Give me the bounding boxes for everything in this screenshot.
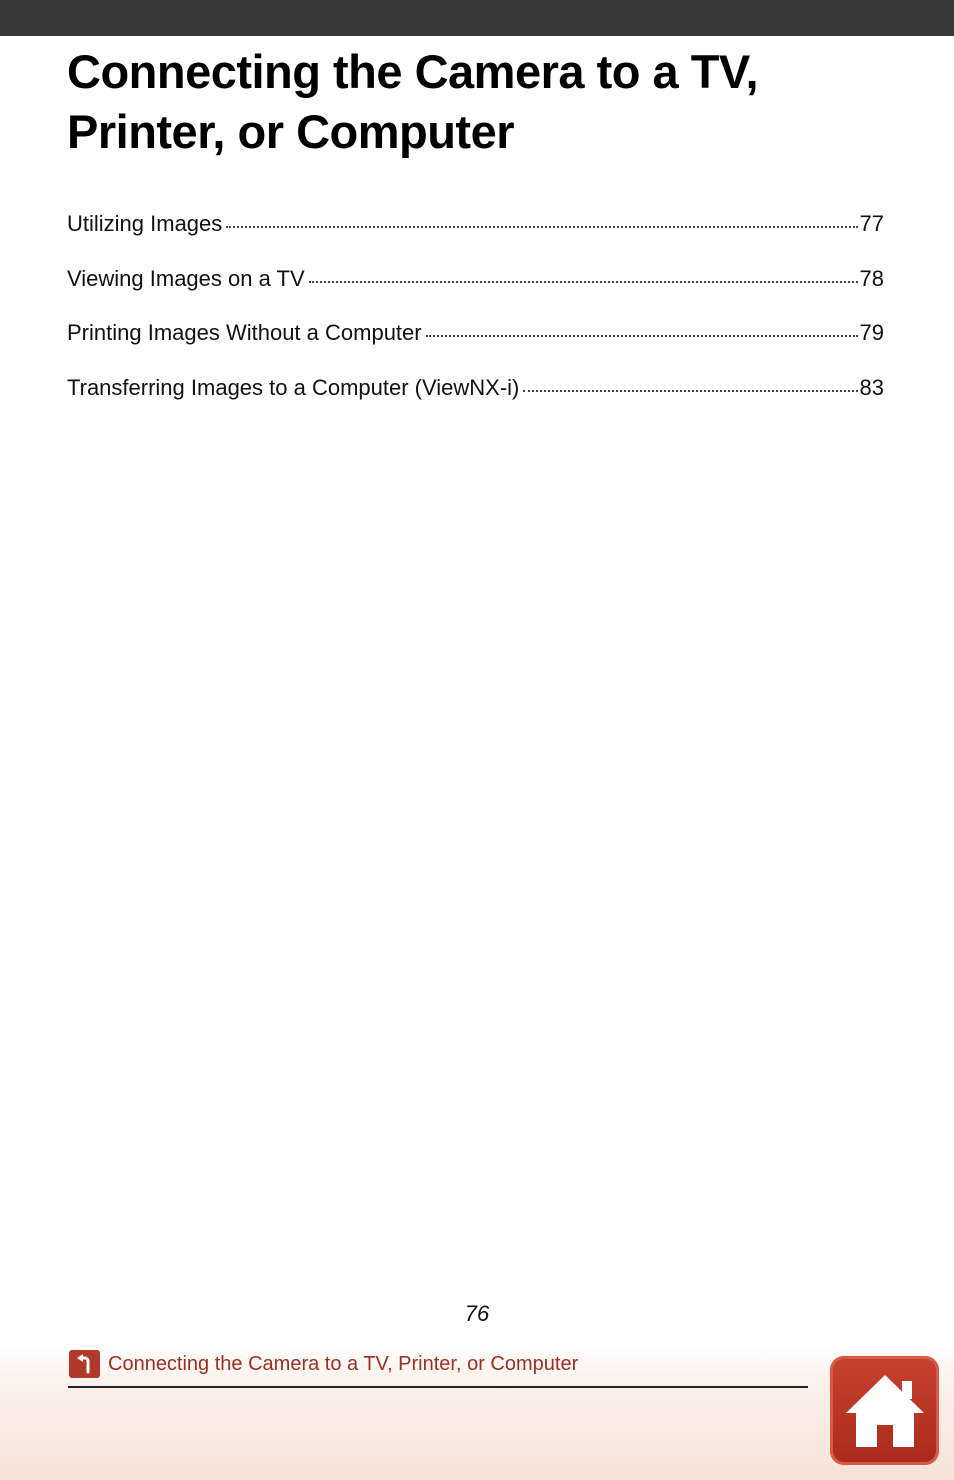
toc-entry-utilizing-images[interactable] <box>67 206 884 261</box>
toc-entry-page: 79 <box>859 320 884 345</box>
page-number: 76 <box>464 1301 490 1326</box>
toc-entry-page: 83 <box>859 374 884 400</box>
home-button[interactable] <box>830 1356 939 1465</box>
home-icon <box>842 1371 928 1451</box>
toc-entry-label: Viewing Images on a TV <box>67 265 305 291</box>
toc-entry-label: Printing Images Without a Computer <box>67 320 422 345</box>
toc-entry-label: Transferring Images to a Computer (ViewNX-i) <box>67 374 520 400</box>
toc-dot-leader <box>309 281 858 283</box>
toc-entry-viewing-images-tv[interactable] <box>67 261 884 316</box>
top-bar <box>0 0 954 36</box>
toc-entry-page: 77 <box>859 211 884 236</box>
breadcrumb-divider <box>68 1386 808 1388</box>
breadcrumb-text: Connecting the Camera to a TV, Printer, or Computer <box>108 1353 579 1375</box>
return-arrow-icon <box>69 1350 100 1378</box>
toc-entry-transferring-images[interactable] <box>67 370 884 425</box>
table-of-contents <box>67 206 884 424</box>
toc-dot-leader <box>226 226 857 228</box>
toc-entry-printing-images[interactable] <box>67 315 884 370</box>
page-title: Connecting the Camera to a TV, Printer, or Computer <box>67 45 759 158</box>
breadcrumb-link[interactable] <box>69 1349 578 1379</box>
toc-dot-leader <box>426 335 858 337</box>
toc-entry-label: Utilizing Images <box>67 211 223 236</box>
toc-entry-page: 78 <box>859 265 884 291</box>
toc-dot-leader <box>523 390 857 392</box>
